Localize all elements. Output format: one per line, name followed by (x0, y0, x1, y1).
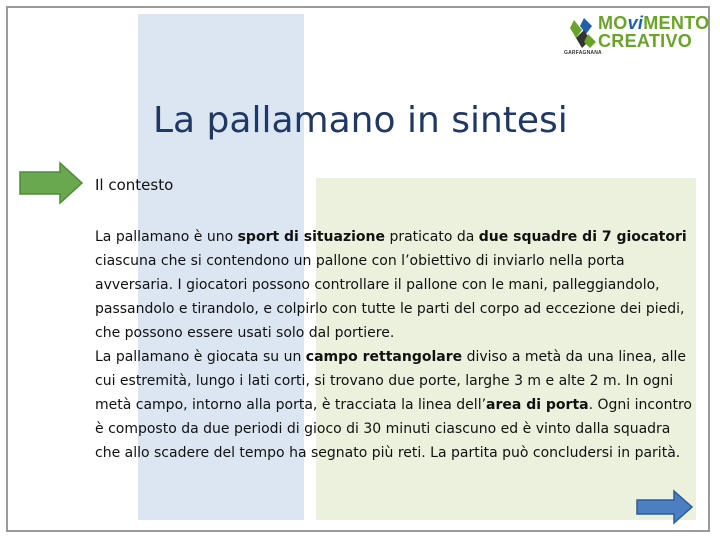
p2-text-c: diviso a metà da una linea, alle cui estremità, lungo i lati corti, si trovano due porte, larghe 3 m e alte 2 m. In ogni metà campo, intorno alla porta, è tracciata la linea dell’ (95, 349, 687, 413)
slide-title: La pallamano in sintesi (153, 100, 568, 141)
p1-bold-sport: sport di situazione (237, 229, 385, 245)
p2-bold-campo: campo rettangolare (305, 349, 463, 365)
slide-body-text (95, 225, 695, 465)
section-subtitle: Il contesto (95, 176, 174, 194)
p2-bold-area: area di porta (486, 397, 589, 413)
logo-small-text: GARFAGNANA (564, 50, 602, 56)
logo-text-vi: vi (627, 13, 644, 33)
p1-text-c: praticato da (385, 229, 479, 245)
p1-bold-squadre: due squadre di 7 giocatori (478, 229, 687, 245)
logo-text-mento: MENTO (643, 13, 710, 33)
right-arrow-icon (16, 160, 86, 206)
p1-text-e: ciascuna che si contendono un pallone con l’obiettivo di inviarlo nella porta avversaria. I giocatori possono controllare il pallone con le mani, palleggiandolo, passandolo e tirandolo, e colpirlo con tutte le parti del corpo ad eccezione dei piedi, che possono essere usati solo dal portiere. (95, 253, 685, 341)
p1-text-a: La pallamano è uno (95, 229, 238, 245)
logo-text-mo: MO (598, 13, 628, 33)
p2-text-e: . Ogni incontro è composto da due periodi di gioco di 30 minuti ciascuno ed è vinto dalla squadra che allo scadere del tempo ha segnato più reti. La partita può concludersi in parità. (95, 397, 692, 461)
p2-text-a: La pallamano è giocata su un (95, 349, 306, 365)
logo-brand-line2: CREATIVO (598, 31, 693, 51)
next-arrow-icon[interactable] (634, 488, 696, 526)
movimento-creativo-logo (562, 14, 712, 60)
